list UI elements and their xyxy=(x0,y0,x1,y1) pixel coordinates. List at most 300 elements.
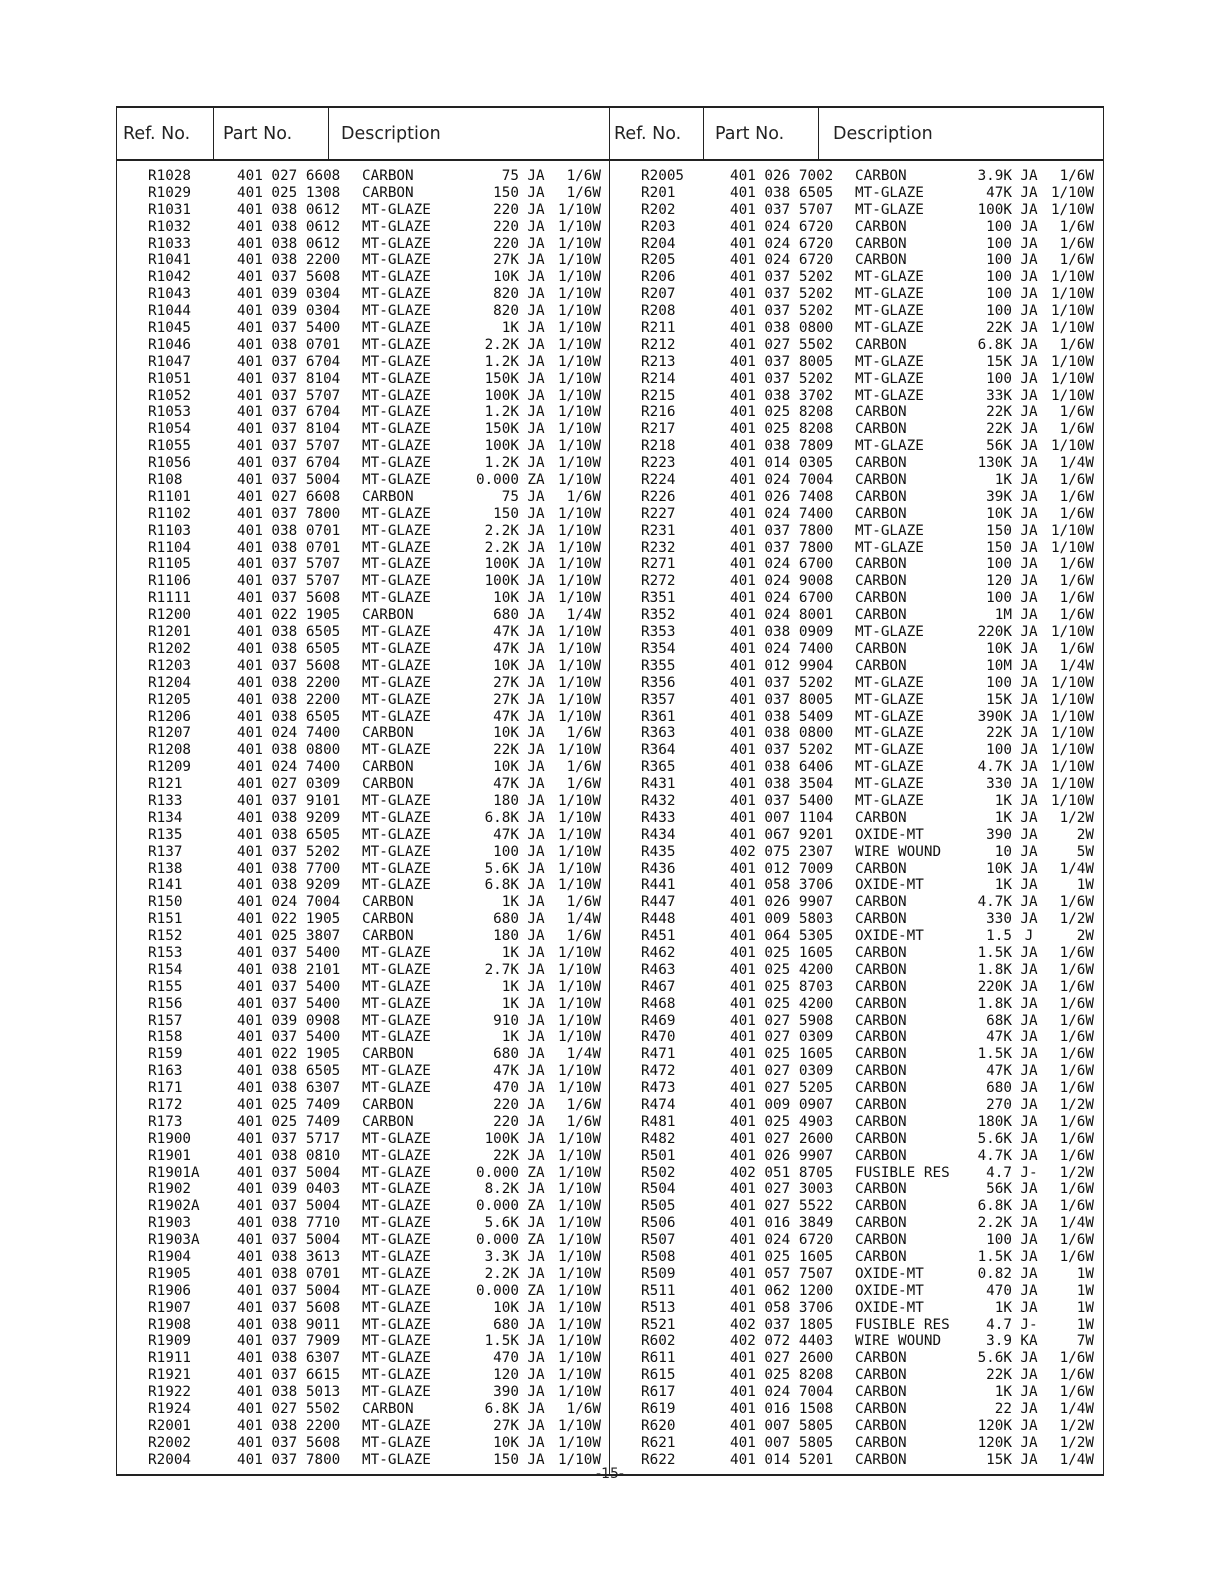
part-no-cell: 401 025 4200 xyxy=(730,961,834,978)
tolerance-cell: JA xyxy=(1020,1012,1038,1029)
value-cell: 220K xyxy=(977,978,1012,995)
tolerance-cell: JA xyxy=(1020,252,1038,269)
description-cell: MT-GLAZE xyxy=(855,708,924,725)
description-cell: MT-GLAZE xyxy=(362,472,431,489)
description-cell: CARBON xyxy=(855,1350,907,1367)
ref-no-cell: R513 xyxy=(641,1299,676,1316)
ref-no-cell: R1921 xyxy=(148,1367,192,1384)
tolerance-cell: JA xyxy=(527,1029,545,1046)
part-no-cell: 401 038 3702 xyxy=(730,387,834,404)
part-no-cell: 401 038 9209 xyxy=(237,877,341,894)
part-no-cell: 401 025 8208 xyxy=(730,421,834,438)
value-cell: 4.7K xyxy=(977,894,1012,911)
value-cell: 1.5K xyxy=(977,1249,1012,1265)
tolerance-cell: JA xyxy=(527,607,545,624)
tolerance-cell: JA xyxy=(1020,421,1038,438)
wattage-cell: 1/10W xyxy=(557,336,601,353)
ref-no-cell: R502 xyxy=(641,1164,676,1181)
part-no-cell: 401 026 9907 xyxy=(730,1147,834,1164)
wattage-cell: 1/10W xyxy=(557,877,601,894)
part-no-cell: 401 025 7409 xyxy=(237,1096,341,1113)
table-row xyxy=(641,286,1094,303)
table-row xyxy=(148,607,601,624)
wattage-cell: 1/4W xyxy=(1059,455,1094,472)
tolerance-cell: JA xyxy=(1020,590,1038,607)
description-cell: CARBON xyxy=(855,607,907,624)
table-row xyxy=(148,1029,601,1046)
tolerance-cell: JA xyxy=(1020,894,1038,911)
tolerance-cell: JA xyxy=(527,776,545,793)
table-row xyxy=(641,523,1094,540)
value-cell: 390 xyxy=(493,1384,519,1401)
tolerance-cell: JA xyxy=(1020,1401,1038,1418)
table-row xyxy=(148,793,601,810)
description-cell: MT-GLAZE xyxy=(362,438,431,455)
value-cell: 100K xyxy=(484,387,519,404)
ref-no-cell: R206 xyxy=(641,269,676,286)
tolerance-cell: JA xyxy=(527,1333,545,1350)
tolerance-cell: JA xyxy=(1020,1063,1038,1080)
tolerance-cell: ZA xyxy=(527,1198,545,1215)
tolerance-cell: JA xyxy=(527,961,545,978)
wattage-cell: 1/10W xyxy=(557,657,601,674)
description-cell: MT-GLAZE xyxy=(855,201,924,218)
table-row xyxy=(148,573,601,590)
description-cell: CARBON xyxy=(855,1147,907,1164)
description-cell: MT-GLAZE xyxy=(362,1181,431,1198)
part-no-cell: 401 037 5400 xyxy=(237,1029,341,1046)
wattage-cell: 1/6W xyxy=(1059,1249,1094,1265)
part-no-cell: 401 037 5004 xyxy=(237,1232,341,1249)
value-cell: 2.7K xyxy=(484,961,519,978)
tolerance-cell: JA xyxy=(527,1350,545,1367)
wattage-cell: 1/10W xyxy=(557,286,601,303)
wattage-cell: 1/6W xyxy=(566,776,601,793)
ref-no-cell: R223 xyxy=(641,455,676,472)
tolerance-cell: JA xyxy=(527,624,545,641)
value-cell: 680 xyxy=(986,1080,1012,1097)
part-no-cell: 401 014 0305 xyxy=(730,455,834,472)
value-cell: 22K xyxy=(493,742,519,759)
wattage-cell: 1/6W xyxy=(566,168,601,184)
ref-no-cell: R208 xyxy=(641,303,676,320)
description-cell: MT-GLAZE xyxy=(362,539,431,556)
part-no-cell: 401 039 0304 xyxy=(237,286,341,303)
part-no-cell: 401 022 1905 xyxy=(237,1046,341,1063)
part-no-cell: 401 037 5202 xyxy=(730,286,834,303)
ref-no-cell: R108 xyxy=(148,472,183,489)
table-row xyxy=(641,489,1094,506)
value-cell: 27K xyxy=(493,252,519,269)
wattage-cell: 1/6W xyxy=(566,1113,601,1130)
tolerance-cell: J- xyxy=(1020,1316,1038,1333)
part-no-cell: 401 038 6307 xyxy=(237,1080,341,1097)
table-row xyxy=(148,252,601,269)
part-no-cell: 401 038 2200 xyxy=(237,674,341,691)
value-cell: 150 xyxy=(986,522,1012,539)
ref-no-cell: R232 xyxy=(641,539,676,556)
part-no-cell: 401 022 1905 xyxy=(237,911,341,928)
description-cell: MT-GLAZE xyxy=(855,353,924,370)
ref-no-cell: R361 xyxy=(641,708,676,725)
table-row xyxy=(641,269,1094,286)
ref-no-cell: R2005 xyxy=(641,168,685,184)
tolerance-cell: JA xyxy=(1020,1451,1038,1468)
wattage-cell: 1/10W xyxy=(557,1080,601,1097)
wattage-cell: 1/6W xyxy=(1059,978,1094,995)
description-cell: MT-GLAZE xyxy=(855,539,924,556)
ref-no-cell: R602 xyxy=(641,1333,676,1350)
part-no-cell: 401 022 1905 xyxy=(237,607,341,624)
wattage-cell: 1/10W xyxy=(557,843,601,860)
wattage-cell: 1/6W xyxy=(1059,404,1094,421)
value-cell: 27K xyxy=(493,1417,519,1434)
table-row xyxy=(148,404,601,421)
ref-no-cell: R463 xyxy=(641,961,676,978)
value-cell: 100 xyxy=(986,1232,1012,1249)
wattage-cell: 1/6W xyxy=(1059,336,1094,353)
wattage-cell: 1/6W xyxy=(1059,995,1094,1012)
table-row xyxy=(641,1013,1094,1030)
ref-no-cell: R1901A xyxy=(148,1164,200,1181)
value-cell: 150 xyxy=(986,539,1012,556)
value-cell: 220 xyxy=(493,1113,519,1130)
wattage-cell: 1/10W xyxy=(557,1249,601,1265)
description-cell: MT-GLAZE xyxy=(362,1367,431,1384)
wattage-cell: 1/4W xyxy=(566,911,601,928)
value-cell: 10K xyxy=(986,505,1012,522)
wattage-cell: 7W xyxy=(1076,1333,1094,1350)
ref-no-cell: R1902 xyxy=(148,1181,192,1198)
wattage-cell: 1/10W xyxy=(557,269,601,286)
part-no-cell: 401 037 5004 xyxy=(237,1282,341,1299)
part-no-cell: 401 038 6505 xyxy=(730,184,834,201)
ref-no-cell: R171 xyxy=(148,1080,183,1097)
tolerance-cell: JA xyxy=(1020,269,1038,286)
part-no-cell: 401 027 6608 xyxy=(237,168,341,184)
ref-no-cell: R354 xyxy=(641,640,676,657)
ref-no-cell: R1905 xyxy=(148,1265,192,1282)
ref-no-cell: R173 xyxy=(148,1113,183,1130)
description-cell: CARBON xyxy=(855,1232,907,1249)
description-cell: WIRE WOUND xyxy=(855,843,942,860)
value-cell: 10 xyxy=(994,843,1012,860)
table-row xyxy=(148,1148,601,1165)
part-no-cell: 401 027 0309 xyxy=(730,1029,834,1046)
part-no-cell: 401 037 8104 xyxy=(237,370,341,387)
wattage-cell: 1/10W xyxy=(557,1164,601,1181)
tolerance-cell: JA xyxy=(527,252,545,269)
tolerance-cell: JA xyxy=(527,455,545,472)
tolerance-cell: JA xyxy=(527,792,545,809)
ref-no-cell: R1902A xyxy=(148,1198,200,1215)
table-row xyxy=(641,1350,1094,1367)
description-cell: MT-GLAZE xyxy=(362,944,431,961)
part-no-cell: 401 038 0612 xyxy=(237,218,341,235)
value-cell: 1K xyxy=(994,472,1012,489)
description-cell: MT-GLAZE xyxy=(855,691,924,708)
part-no-cell: 401 037 5400 xyxy=(237,995,341,1012)
value-cell: 33K xyxy=(986,387,1012,404)
tolerance-cell: JA xyxy=(527,978,545,995)
wattage-cell: 1/4W xyxy=(1059,1215,1094,1232)
part-no-cell: 401 038 7700 xyxy=(237,860,341,877)
ref-no-cell: R212 xyxy=(641,336,676,353)
value-cell: 4.7 xyxy=(986,1164,1012,1181)
table-row xyxy=(148,1401,601,1418)
tolerance-cell: JA xyxy=(1020,168,1038,184)
part-no-cell: 401 038 6505 xyxy=(237,1063,341,1080)
wattage-cell: 1/6W xyxy=(1059,894,1094,911)
description-cell: MT-GLAZE xyxy=(362,674,431,691)
ref-no-cell: R271 xyxy=(641,556,676,573)
wattage-cell: 1W xyxy=(1076,1299,1094,1316)
wattage-cell: 1/6W xyxy=(1059,1384,1094,1401)
ref-no-cell: R2001 xyxy=(148,1417,192,1434)
table-row xyxy=(641,1300,1094,1317)
value-cell: 1K xyxy=(994,809,1012,826)
tolerance-cell: JA xyxy=(1020,657,1038,674)
description-cell: CARBON xyxy=(855,556,907,573)
wattage-cell: 1/10W xyxy=(557,252,601,269)
ref-no-cell: R448 xyxy=(641,911,676,928)
description-cell: MT-GLAZE xyxy=(855,792,924,809)
table-row xyxy=(641,894,1094,911)
parts-list-table xyxy=(116,106,1104,1476)
description-cell: CARBON xyxy=(855,894,907,911)
part-no-cell: 401 025 1308 xyxy=(237,184,341,201)
description-cell: MT-GLAZE xyxy=(362,809,431,826)
description-cell: MT-GLAZE xyxy=(362,995,431,1012)
value-cell: 1.2K xyxy=(484,353,519,370)
table-row xyxy=(641,1097,1094,1114)
tolerance-cell: JA xyxy=(527,860,545,877)
description-cell: MT-GLAZE xyxy=(362,1316,431,1333)
value-cell: 180K xyxy=(977,1113,1012,1130)
table-row xyxy=(641,979,1094,996)
value-cell: 1.5K xyxy=(484,1333,519,1350)
wattage-cell: 1/10W xyxy=(557,1029,601,1046)
ref-no-cell: R1101 xyxy=(148,488,192,505)
description-cell: MT-GLAZE xyxy=(362,353,431,370)
description-cell: MT-GLAZE xyxy=(855,725,924,742)
value-cell: 1M xyxy=(994,607,1012,624)
value-cell: 1.8K xyxy=(977,961,1012,978)
ref-no-cell: R351 xyxy=(641,590,676,607)
tolerance-cell: JA xyxy=(1020,809,1038,826)
value-cell: 27K xyxy=(493,674,519,691)
wattage-cell: 1/10W xyxy=(557,370,601,387)
header-separator xyxy=(703,108,704,159)
table-row xyxy=(148,1367,601,1384)
part-no-cell: 401 037 5707 xyxy=(730,201,834,218)
table-row xyxy=(641,1232,1094,1249)
value-cell: 470 xyxy=(493,1350,519,1367)
tolerance-cell: JA xyxy=(1020,978,1038,995)
wattage-cell: 1/10W xyxy=(557,961,601,978)
value-cell: 3.9K xyxy=(977,168,1012,184)
table-row xyxy=(148,1232,601,1249)
tolerance-cell: JA xyxy=(527,573,545,590)
wattage-cell: 1/10W xyxy=(557,1434,601,1451)
ref-no-cell: R507 xyxy=(641,1232,676,1249)
wattage-cell: 1/6W xyxy=(1059,1046,1094,1063)
ref-no-cell: R1051 xyxy=(148,370,192,387)
value-cell: 22 xyxy=(994,1401,1012,1418)
table-row xyxy=(148,894,601,911)
table-row xyxy=(641,1283,1094,1300)
part-no-cell: 401 038 0701 xyxy=(237,336,341,353)
value-cell: 0.82 xyxy=(977,1265,1012,1282)
table-row xyxy=(641,1046,1094,1063)
wattage-cell: 1/10W xyxy=(557,1316,601,1333)
description-cell: CARBON xyxy=(855,1096,907,1113)
ref-no-cell: R135 xyxy=(148,826,183,843)
tolerance-cell: JA xyxy=(527,1451,545,1468)
description-cell: CARBON xyxy=(362,1046,414,1063)
description-cell: MT-GLAZE xyxy=(362,573,431,590)
wattage-cell: 1/10W xyxy=(1050,303,1094,320)
wattage-cell: 1/10W xyxy=(557,860,601,877)
value-cell: 220 xyxy=(493,1096,519,1113)
part-no-cell: 401 027 5502 xyxy=(237,1401,341,1418)
description-cell: CARBON xyxy=(855,1080,907,1097)
table-row xyxy=(148,658,601,675)
ref-no-cell: R2004 xyxy=(148,1451,192,1468)
tolerance-cell: JA xyxy=(1020,455,1038,472)
value-cell: 56K xyxy=(986,1181,1012,1198)
description-cell: CARBON xyxy=(855,995,907,1012)
tolerance-cell: JA xyxy=(527,1063,545,1080)
tolerance-cell: JA xyxy=(527,1316,545,1333)
value-cell: 100 xyxy=(986,218,1012,235)
description-cell: MT-GLAZE xyxy=(362,1417,431,1434)
wattage-cell: 1W xyxy=(1076,1316,1094,1333)
table-row xyxy=(641,1198,1094,1215)
value-cell: 100 xyxy=(986,269,1012,286)
part-no-cell: 401 037 5707 xyxy=(237,438,341,455)
ref-no-cell: R482 xyxy=(641,1130,676,1147)
wattage-cell: 1/10W xyxy=(1050,742,1094,759)
wattage-cell: 1/6W xyxy=(566,1096,601,1113)
table-row xyxy=(641,1181,1094,1198)
tolerance-cell: JA xyxy=(1020,404,1038,421)
table-row xyxy=(148,1283,601,1300)
part-no-cell: 401 037 9101 xyxy=(237,792,341,809)
tolerance-cell: JA xyxy=(1020,792,1038,809)
part-no-cell: 401 007 5805 xyxy=(730,1434,834,1451)
tolerance-cell: JA xyxy=(527,404,545,421)
ref-no-cell: R441 xyxy=(641,877,676,894)
tolerance-cell: ZA xyxy=(527,1232,545,1249)
tolerance-cell: JA xyxy=(1020,539,1038,556)
wattage-cell: 1/10W xyxy=(557,742,601,759)
header-part-no-left: Part No. xyxy=(223,124,293,144)
table-row xyxy=(148,877,601,894)
tolerance-cell: JA xyxy=(1020,1029,1038,1046)
ref-no-cell: R474 xyxy=(641,1096,676,1113)
table-row xyxy=(148,1215,601,1232)
ref-no-cell: R152 xyxy=(148,928,183,945)
description-cell: CARBON xyxy=(855,1113,907,1130)
table-row xyxy=(641,573,1094,590)
tolerance-cell: JA xyxy=(1020,691,1038,708)
description-cell: CARBON xyxy=(855,252,907,269)
part-no-cell: 401 038 2200 xyxy=(237,1417,341,1434)
tolerance-cell: JA xyxy=(1020,438,1038,455)
ref-no-cell: R506 xyxy=(641,1215,676,1232)
wattage-cell: 1/10W xyxy=(557,1451,601,1468)
description-cell: CARBON xyxy=(855,978,907,995)
tolerance-cell: ZA xyxy=(527,1282,545,1299)
part-no-cell: 401 026 7002 xyxy=(730,168,834,184)
value-cell: 4.7K xyxy=(977,759,1012,776)
part-no-cell: 401 037 5400 xyxy=(730,792,834,809)
wattage-cell: 1/10W xyxy=(1050,438,1094,455)
part-no-cell: 401 037 7909 xyxy=(237,1333,341,1350)
table-row xyxy=(148,1350,601,1367)
wattage-cell: 1/10W xyxy=(557,505,601,522)
wattage-cell: 1W xyxy=(1076,877,1094,894)
value-cell: 4.7K xyxy=(977,1147,1012,1164)
value-cell: 47K xyxy=(986,1029,1012,1046)
part-no-cell: 401 038 2200 xyxy=(237,691,341,708)
table-row xyxy=(148,945,601,962)
tolerance-cell: JA xyxy=(1020,843,1038,860)
tolerance-cell: JA xyxy=(1020,1367,1038,1384)
table-row xyxy=(641,590,1094,607)
description-cell: CARBON xyxy=(362,776,414,793)
part-no-cell: 401 027 3003 xyxy=(730,1181,834,1198)
part-no-cell: 401 064 5305 xyxy=(730,928,834,945)
ref-no-cell: R150 xyxy=(148,894,183,911)
description-cell: MT-GLAZE xyxy=(855,522,924,539)
wattage-cell: 1/10W xyxy=(1050,387,1094,404)
table-row xyxy=(641,1317,1094,1334)
value-cell: 1K xyxy=(994,877,1012,894)
table-row xyxy=(148,472,601,489)
ref-no-cell: R213 xyxy=(641,353,676,370)
ref-no-cell: R365 xyxy=(641,759,676,776)
value-cell: 75 xyxy=(501,168,519,184)
tolerance-cell: JA xyxy=(1020,742,1038,759)
value-cell: 220 xyxy=(493,218,519,235)
description-cell: CARBON xyxy=(855,168,907,184)
tolerance-cell: JA xyxy=(1020,640,1038,657)
description-cell: CARBON xyxy=(855,488,907,505)
tolerance-cell: JA xyxy=(1020,1096,1038,1113)
wattage-cell: 1/10W xyxy=(557,1417,601,1434)
description-cell: CARBON xyxy=(855,218,907,235)
table-row xyxy=(148,1333,601,1350)
part-no-cell: 401 038 0612 xyxy=(237,235,341,252)
part-no-cell: 401 024 7400 xyxy=(237,725,341,742)
value-cell: 6.8K xyxy=(484,809,519,826)
part-no-cell: 401 012 7009 xyxy=(730,860,834,877)
description-cell: CARBON xyxy=(855,1384,907,1401)
table-row xyxy=(641,861,1094,878)
table-row xyxy=(641,236,1094,253)
table-row xyxy=(641,202,1094,219)
wattage-cell: 1/2W xyxy=(1059,809,1094,826)
part-no-cell: 401 037 5004 xyxy=(237,1164,341,1181)
ref-no-cell: R356 xyxy=(641,674,676,691)
part-no-cell: 401 038 6505 xyxy=(237,826,341,843)
value-cell: 10K xyxy=(986,860,1012,877)
tolerance-cell: JA xyxy=(527,877,545,894)
table-row xyxy=(641,945,1094,962)
tolerance-cell: JA xyxy=(1020,1130,1038,1147)
